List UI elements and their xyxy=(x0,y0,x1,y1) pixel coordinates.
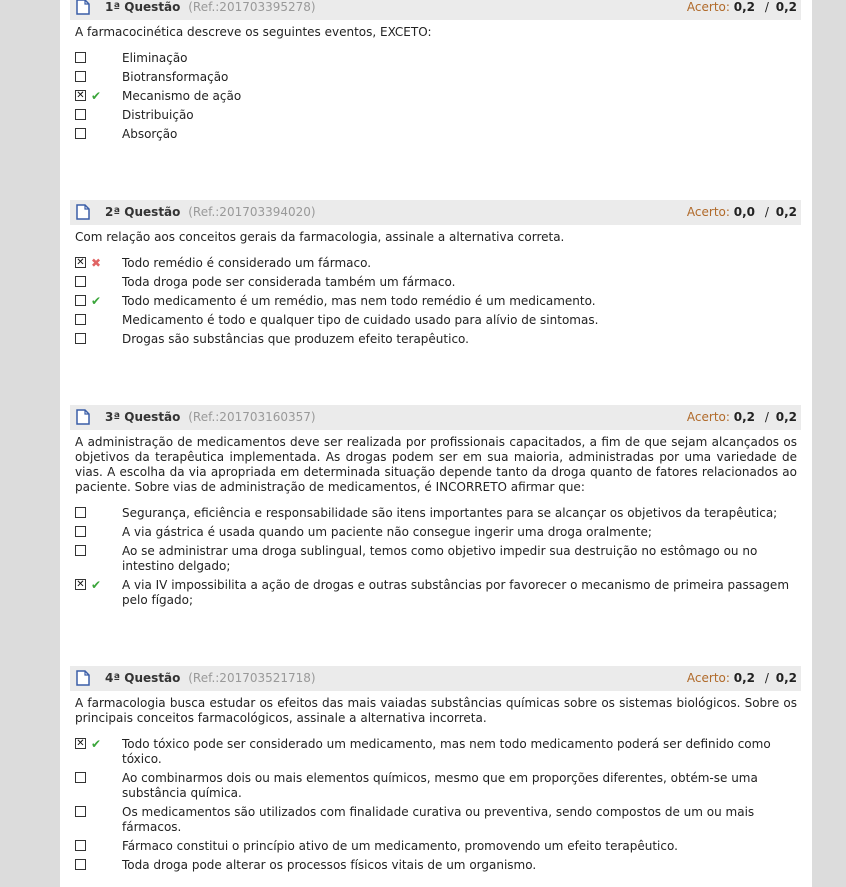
option-item xyxy=(70,737,800,767)
checkbox[interactable] xyxy=(75,840,86,851)
score-sep: / xyxy=(764,410,769,424)
checkbox[interactable] xyxy=(75,128,86,139)
option-text: Segurança, eficiência e responsabilidade são itens importantes para se alcançar os objetivos da terapêutica; xyxy=(122,506,778,520)
exam-page xyxy=(60,0,812,887)
question-title xyxy=(105,205,316,219)
document-icon xyxy=(76,204,90,220)
question-score xyxy=(687,205,797,219)
checkbox[interactable] xyxy=(75,772,86,783)
option-item xyxy=(70,771,800,801)
score-got: 0,0 xyxy=(733,205,756,219)
score-max: 0,2 xyxy=(775,0,797,14)
options-list xyxy=(70,506,801,608)
question-number: 3ª Questão xyxy=(105,410,181,424)
option-text: Todo medicamento é um remédio, mas nem todo remédio é um medicamento. xyxy=(122,294,596,308)
checkbox[interactable] xyxy=(75,276,86,287)
checkbox[interactable] xyxy=(75,52,86,63)
document-icon xyxy=(76,409,90,425)
option-item xyxy=(70,70,800,85)
checkbox[interactable] xyxy=(75,545,86,556)
options-list xyxy=(70,51,801,142)
score-max: 0,2 xyxy=(775,410,797,424)
option-item xyxy=(70,506,800,521)
score-sep: / xyxy=(764,671,769,685)
check-icon: ✔ xyxy=(91,737,102,751)
option-text: Todo remédio é considerado um fármaco. xyxy=(122,256,372,270)
checkbox[interactable] xyxy=(75,71,86,82)
checkbox[interactable] xyxy=(75,333,86,344)
option-item xyxy=(70,51,800,66)
question-number: 4ª Questão xyxy=(105,671,181,685)
option-item xyxy=(70,127,800,142)
option-item xyxy=(70,578,800,608)
option-text: Eliminação xyxy=(122,51,188,65)
score-got: 0,2 xyxy=(733,410,756,424)
option-text: Drogas são substâncias que produzem efeito terapêutico. xyxy=(122,332,469,346)
option-text: Toda droga pode alterar os processos físicos vitais de um organismo. xyxy=(122,858,537,872)
option-text: Mecanismo de ação xyxy=(122,89,242,103)
checkbox-checked[interactable]: ✕ xyxy=(76,579,85,590)
checkbox[interactable] xyxy=(75,295,86,306)
check-icon: ✔ xyxy=(91,89,102,103)
option-text: Os medicamentos são utilizados com finalidade curativa ou preventiva, sendo compostos de um ou mais fármacos. xyxy=(122,805,755,834)
question-header xyxy=(70,200,801,225)
score-label: Acerto: xyxy=(686,0,730,14)
question-3 xyxy=(70,405,801,612)
option-item xyxy=(70,525,800,540)
options-list xyxy=(70,737,801,873)
question-title xyxy=(105,671,316,685)
option-text: Ao combinarmos dois ou mais elementos químicos, mesmo que em proporções diferentes, obtém-se uma substância química. xyxy=(122,771,758,800)
option-text: Todo tóxico pode ser considerado um medicamento, mas nem todo medicamento poderá ser definido como tóxico. xyxy=(122,737,771,766)
cross-icon: ✖ xyxy=(91,256,102,270)
question-ref: (Ref.:201703394020) xyxy=(188,205,316,219)
score-label: Acerto: xyxy=(686,205,730,219)
question-text: Com relação aos conceitos gerais da farmacologia, assinale a alternativa correta. xyxy=(75,230,565,244)
question-number: 1ª Questão xyxy=(105,0,181,14)
score-label: Acerto: xyxy=(686,671,730,685)
score-got: 0,2 xyxy=(733,671,756,685)
options-list xyxy=(70,256,801,347)
score-sep: / xyxy=(764,0,769,14)
question-text: A farmacocinética descreve os seguintes eventos, EXCETO: xyxy=(75,25,432,39)
question-ref: (Ref.:201703395278) xyxy=(188,0,316,14)
checkbox[interactable] xyxy=(75,507,86,518)
option-item xyxy=(70,256,800,271)
question-ref: (Ref.:201703521718) xyxy=(188,671,316,685)
checkbox[interactable] xyxy=(75,109,86,120)
option-item xyxy=(70,332,800,347)
check-icon: ✔ xyxy=(91,294,102,308)
question-text: A farmacologia busca estudar os efeitos das mais vaiadas substâncias químicas sobre os sistemas biológicos. Sobre os principais conceitos farmacológicos, assinale a alternativa incorreta. xyxy=(75,696,797,725)
question-ref: (Ref.:201703160357) xyxy=(188,410,316,424)
option-item xyxy=(70,89,800,104)
checkbox-checked[interactable]: ✕ xyxy=(76,90,85,101)
option-text: Toda droga pode ser considerada também um fármaco. xyxy=(122,275,456,289)
question-header xyxy=(70,405,801,430)
document-icon xyxy=(76,0,90,15)
option-item xyxy=(70,294,800,309)
score-sep: / xyxy=(764,205,769,219)
option-item xyxy=(70,839,800,854)
score-max: 0,2 xyxy=(775,671,797,685)
option-item xyxy=(70,275,800,290)
checkbox[interactable] xyxy=(75,806,86,817)
option-text: Ao se administrar uma droga sublingual, temos como objetivo impedir sua destruição no estômago ou no intestino delgado; xyxy=(122,544,758,573)
checkbox-checked[interactable]: ✕ xyxy=(76,257,85,268)
question-text: A administração de medicamentos deve ser realizada por profissionais capacitados, a fim de que sejam alcançados os objetivos da terapêutica implementada. As drogas podem ser em sua maioria, administradas por uma variedade de vias. A escolha da via apropriada em determinada situação depende tanto da droga quanto de fatores relacionados ao paciente. Sobre vias de administração de medicamentos, é INCORRETO afirmar que: xyxy=(75,435,797,494)
option-item xyxy=(70,544,800,574)
checkbox[interactable] xyxy=(75,859,86,870)
question-number: 2ª Questão xyxy=(105,205,181,219)
question-title xyxy=(105,0,316,14)
option-text: A via gástrica é usada quando um paciente não consegue ingerir uma droga oralmente; xyxy=(122,525,652,539)
score-max: 0,2 xyxy=(775,205,797,219)
checkbox[interactable] xyxy=(75,314,86,325)
option-item xyxy=(70,805,800,835)
option-text: Medicamento é todo e qualquer tipo de cuidado usado para alívio de sintomas. xyxy=(122,313,599,327)
question-header xyxy=(70,666,801,691)
document-icon xyxy=(76,670,90,686)
option-item xyxy=(70,313,800,328)
option-text: Biotransformação xyxy=(122,70,229,84)
question-header xyxy=(70,0,801,20)
score-got: 0,2 xyxy=(733,0,756,14)
option-text: Absorção xyxy=(122,127,178,141)
option-text: Distribuição xyxy=(122,108,194,122)
option-text: Fármaco constitui o princípio ativo de um medicamento, promovendo um efeito terapêutico. xyxy=(122,839,678,853)
score-label: Acerto: xyxy=(686,410,730,424)
question-2 xyxy=(70,200,801,351)
option-item xyxy=(70,858,800,873)
checkbox[interactable] xyxy=(75,526,86,537)
question-score xyxy=(687,410,797,424)
question-score xyxy=(687,0,797,14)
option-item xyxy=(70,108,800,123)
check-icon: ✔ xyxy=(91,578,102,592)
question-4 xyxy=(70,666,801,877)
question-score xyxy=(687,671,797,685)
question-title xyxy=(105,410,316,424)
question-1 xyxy=(70,0,801,146)
checkbox-checked[interactable]: ✕ xyxy=(76,738,85,749)
option-text: A via IV impossibilita a ação de drogas e outras substâncias por favorecer o mecanismo de primeira passagem pelo fígado; xyxy=(122,578,790,607)
